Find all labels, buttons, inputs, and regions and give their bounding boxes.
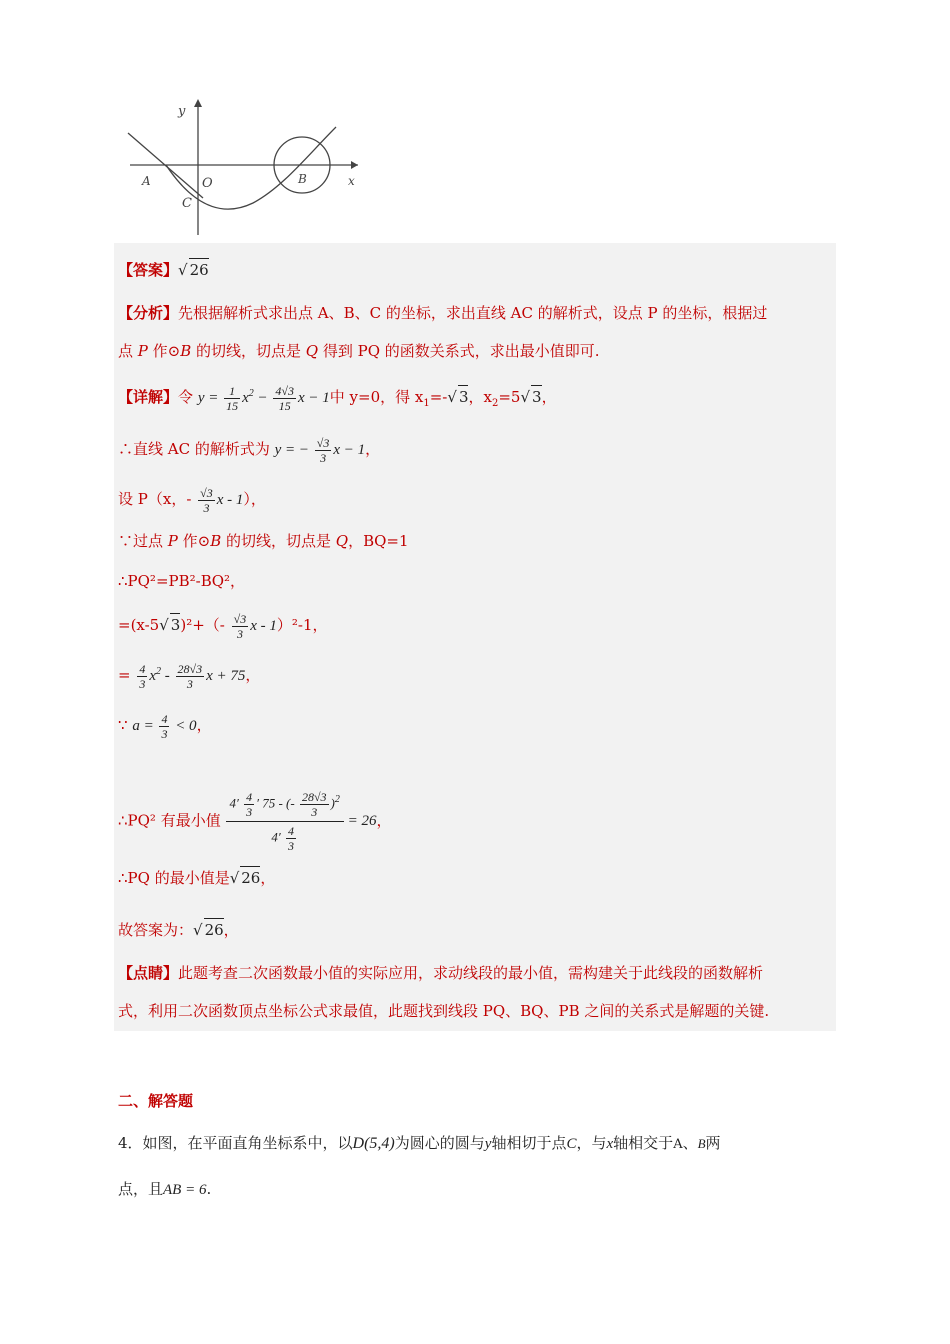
detail-point-b: B: [210, 532, 222, 550]
detail-line-2: [118, 436, 380, 465]
detail-text-11b: ，: [223, 921, 239, 939]
detail-tag: 【详解】: [118, 387, 179, 406]
detail-equation-2: y = − $\frac{√3}{3}$ x − 1: [274, 436, 366, 465]
question-text-1e: 轴相交于: [613, 1134, 674, 1152]
section-title: 二、解答题: [118, 1092, 194, 1110]
detail-text-5: ∴PQ²=PB²-BQ²，: [118, 572, 246, 590]
detail-line-9: [118, 790, 392, 853]
answer-line: 【答案】√ 26: [118, 258, 209, 281]
analysis-text-2d: 得到 PQ 的函数关系式，求出最小值即可.: [318, 342, 600, 360]
analysis-text-2a: 点: [118, 342, 138, 360]
analysis-point-p: P: [137, 342, 148, 360]
detail-line-5: [118, 570, 245, 592]
detail-point-p: P: [167, 532, 178, 550]
question-text-1a: 4．如图，在平面直角坐标系中，以: [118, 1134, 353, 1152]
detail-line-11: 故答案为：√ 26，: [118, 918, 239, 941]
label-x: x: [348, 174, 355, 188]
question-equation-ab: AB = 6: [163, 1182, 207, 1198]
comment-line-2: [118, 1000, 769, 1022]
question-line-1: 4．如图，在平面直角坐标系中，以D(5,4)为圆心的圆与y轴相切于点C，与x轴相交于A、B两: [118, 1134, 721, 1152]
comment-line-1: [118, 962, 763, 984]
detail-equation-3: $\frac{√3}{3}$ x - 1: [200, 486, 244, 515]
comment-text-2: 式，利用二次函数顶点坐标公式求最值，此题找到线段 PQ、BQ、PB 之间的关系式是解题的关键.: [118, 1002, 770, 1020]
label-a: A: [142, 174, 151, 188]
detail-text-8b: ，: [196, 715, 212, 734]
question-text-1i: 两: [705, 1134, 721, 1152]
detail-text-10a: ∴PQ 的最小值是: [118, 869, 230, 887]
detail-text-2b: ，: [365, 439, 381, 458]
detail-equation-6: $\frac{√3}{3}$ x - 1: [233, 612, 277, 641]
detail-text-6a: =(x-5: [118, 615, 160, 634]
answer-tag: 【答案】: [118, 261, 179, 279]
analysis-point-q: Q: [305, 342, 319, 360]
label-y: y: [178, 104, 186, 119]
detail-point-q: Q: [335, 532, 349, 550]
detail-text-4a: ∵过点: [118, 532, 168, 550]
label-o: O: [202, 176, 213, 191]
detail-line-4: [118, 530, 409, 552]
label-c: C: [182, 196, 192, 211]
detail-line-6: =(x-5√ 3)²+（- $\frac{√3}{3}$ x - 1）²-1，: [118, 612, 328, 641]
analysis-tag: 【分析】: [118, 304, 179, 322]
comment-text-1: 此题考查二次函数最小值的实际应用，求动线段的最小值，需构建关于此线段的函数解析: [178, 964, 764, 982]
label-b: B: [298, 172, 307, 186]
question-text-2b: .: [206, 1180, 212, 1198]
detail-line-3: [118, 486, 266, 515]
detail-text-10b: ，: [260, 869, 276, 887]
question-point-b: B: [697, 1136, 706, 1151]
analysis-line-2: [118, 340, 600, 362]
question-line-2: [118, 1178, 211, 1201]
detail-text-11a: 故答案为：: [118, 921, 194, 939]
detail-text-1a: 令: [178, 387, 194, 406]
answer-value: 26: [189, 258, 209, 281]
detail-text-4d: ，BQ=1: [348, 532, 409, 550]
detail-text-6b: )²+（-: [180, 615, 225, 634]
question-text-1g: 、: [682, 1134, 698, 1152]
analysis-text-1: 先根据解析式求出点 A、B、C 的坐标，求出直线 AC 的解析式，设点 P 的坐标，根据过: [178, 304, 768, 322]
detail-text-3b: ），: [243, 489, 266, 508]
detail-text-9a: ∴PQ² 有最小值: [118, 811, 221, 830]
analysis-text-2b: 作⊙: [147, 342, 181, 360]
question-text-2a: 点，且: [118, 1180, 164, 1198]
detail-text-6c: ）²-1，: [276, 615, 328, 634]
detail-text-7a: =: [118, 665, 131, 684]
detail-text-1d: ，x: [468, 387, 492, 406]
detail-equation-9: 4′ $\frac{4}{3}$ ′ 75 - (- $\frac{28√3}{3}$ )$^2$ 4′ $\frac{4}{3}$ = 26: [226, 790, 377, 853]
detail-text-4c: 的切线，切点是: [221, 532, 336, 550]
detail-text-4b: 作⊙: [177, 532, 211, 550]
detail-text-1f: ，: [541, 387, 557, 406]
detail-text-8a: ∵: [118, 715, 133, 734]
detail-text-9b: ，: [376, 811, 392, 830]
analysis-point-b: B: [180, 342, 192, 360]
detail-text-1b: 中 y=0，得 x: [329, 387, 424, 406]
detail-text-1c: =-: [429, 387, 448, 406]
detail-equation-8: a = $\frac{4}{3}$ < 0: [132, 712, 197, 741]
question-text-1d: ，与: [576, 1134, 607, 1152]
detail-text-2a: ∴直线 AC 的解析式为: [118, 439, 270, 458]
detail-line-7: [118, 662, 260, 691]
question-text-1c: 轴相切于点: [491, 1134, 567, 1152]
analysis-line-1: [118, 302, 767, 324]
detail-text-7b: ，: [245, 665, 261, 684]
detail-equation-7: $\frac{4}{3}$ $x^2$ - $\frac{28√3}{3}$ x + 75: [139, 662, 246, 691]
question-text-1b: 为圆心的圆与: [394, 1134, 485, 1152]
function-graph-figure: [118, 95, 363, 240]
question-point-d: D(5,4): [352, 1135, 395, 1152]
detail-text-1e: =5: [498, 387, 521, 406]
comment-tag: 【点睛】: [118, 964, 179, 982]
analysis-text-2c: 的切线，切点是: [191, 342, 306, 360]
question-point-a: A: [673, 1137, 683, 1152]
detail-text-3a: 设 P（x，-: [118, 489, 192, 508]
detail-equation-1: y = $\frac{1}{15}$ $x^2$ − $\frac{4√3}{15}$ x − 1: [197, 384, 330, 413]
detail-line-8: [118, 712, 212, 741]
detail-line-1: 【详解】令 y = $\frac{1}{15}$ $x^2$ − $\frac{4√3}{15}$ x − 1中 y=0，得 $x_1=-√$ 3，$x_2=5√$ 3，: [118, 384, 557, 413]
detail-line-10: ∴PQ 的最小值是√ 26，: [118, 866, 275, 889]
